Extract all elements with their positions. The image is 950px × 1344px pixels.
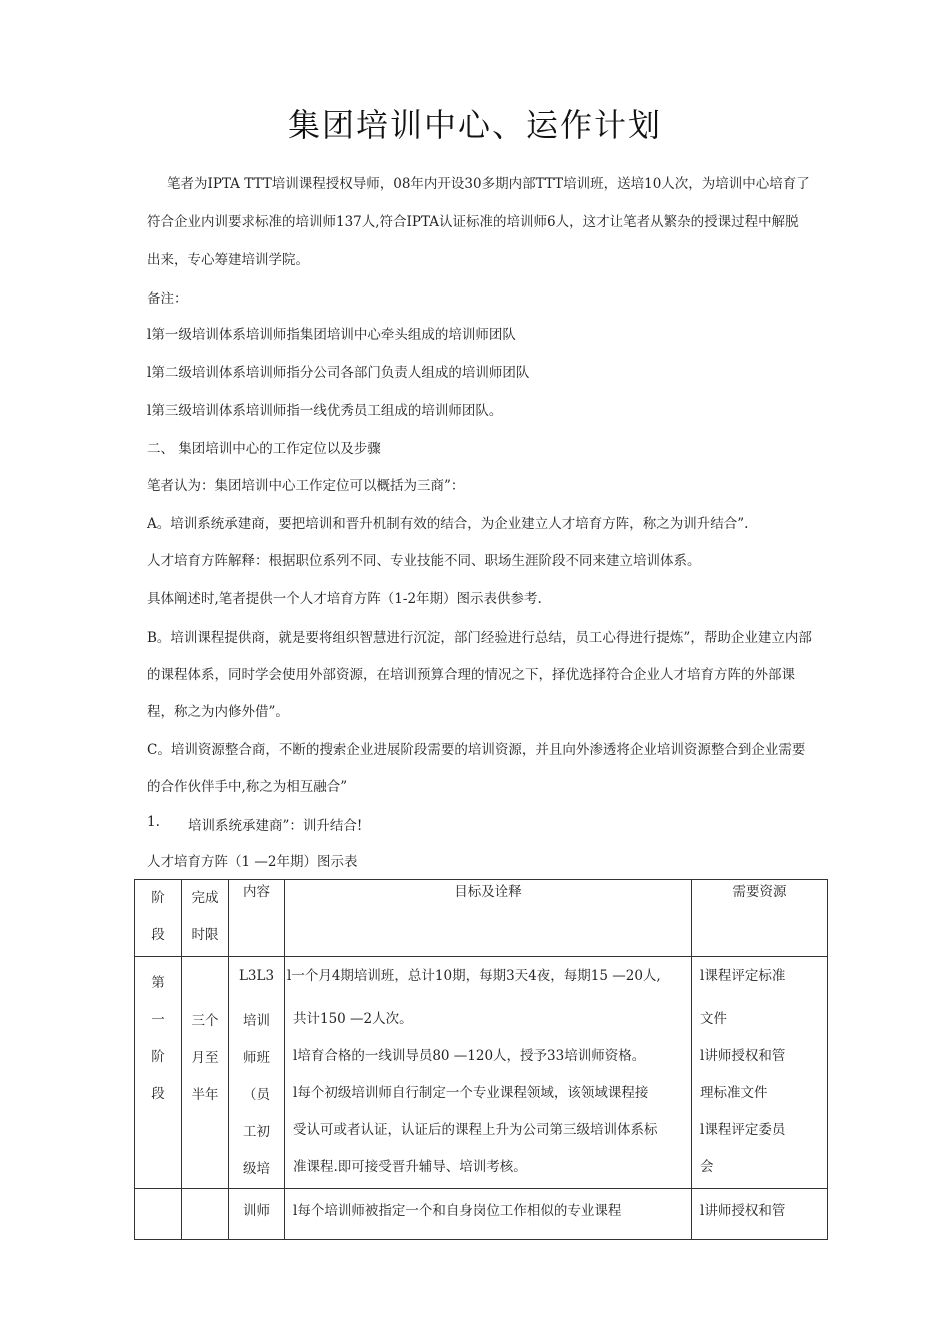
content-text: 工初 [243,1124,270,1140]
content-text: 级培 [243,1161,270,1177]
table-row [135,1189,828,1240]
resource-cell [692,1189,828,1240]
paragraph-line: 笔者为IPTA TTT培训课程授权导师，08年内开设30多期内部TTT培训班，送培10人次，为培训中心培育了 [167,176,810,192]
stage-char: 一 [151,1012,165,1028]
note-label: 备注： [147,291,188,307]
header-content: 内容 [229,880,285,957]
point-b-line: 的课程体系，同时学会使用外部资源，在培训预算合理的情况之下，择优选择符合企业人才培育方阵的外部课 [147,667,795,683]
subsection-number: 1. [147,814,160,830]
deadline-cell [182,1189,229,1240]
subsection-heading: 培训系统承建商”：训升结合! [188,818,363,834]
resource-text: 文件 [700,1011,727,1027]
goal-text: 受认可或者认证，认证后的课程上升为公司第三级培训体系标 [293,1122,658,1138]
point-b-line: B。培训课程提供商，就是要将组织智慧进行沉淀，部门经验进行总结，员工心得进行提炼”，帮助企业建立内部 [147,630,812,646]
resource-text: l讲师授权和管 [700,1203,786,1219]
deadline-text: 三个 [191,1013,219,1029]
header-stage [135,880,182,957]
goal-text: l培育合格的一线训导员80 —120人，授予33培训师资格。 [293,1048,646,1064]
section-heading: 二、 集团培训中心的工作定位以及步骤 [147,441,381,457]
table-row [135,957,828,1189]
paragraph-line: 出来，专心筹建培训学院。 [147,252,309,268]
stage-cell [135,957,182,1189]
content-text: 训师 [243,1203,270,1219]
note-item: l第二级培训体系培训师指分公司各部门负责人组成的培训师团队 [147,365,530,381]
content-cell [229,1189,285,1240]
stage-char: 段 [151,1086,165,1102]
goal-text: l一个月4期培训班，总计10期，每期3天4夜，每期15 —20人, [287,968,661,984]
stage-char: 第 [151,975,165,991]
table-header-row [135,880,828,957]
point-c-line: C。培训资源整合商，不断的搜索企业进展阶段需要的培训资源，并且向外渗透将企业培训资源整合到企业需要 [147,742,806,758]
resource-text: l课程评定委员 [700,1122,786,1138]
goal-text: 准课程.即可接受晋升辅导、培训考核。 [293,1159,527,1175]
content-text: L3L3 [238,968,275,984]
goal-cell [285,1189,692,1240]
deadline-text: 半年 [191,1087,219,1103]
document-title: 集团培训中心、运作计划 [287,106,662,144]
point-b-line: 程，称之为内修外借”。 [147,704,289,720]
goal-cell [285,957,692,1189]
resource-text: 理标准文件 [700,1085,768,1101]
resource-text: l讲师授权和管 [700,1048,786,1064]
header-text: 完成 [191,890,219,906]
talent-matrix-table [134,879,828,1240]
table-caption: 人才培育方阵（1 —2年期）图示表 [147,854,358,870]
resource-text: 会 [700,1159,714,1175]
paragraph-line: 具体阐述时,笔者提供一个人才培育方阵（1-2年期）图示表供参考. [147,591,542,607]
content-cell [229,957,285,1189]
paragraph-line: 符合企业内训要求标准的培训师137人,符合IPTA认证标准的培训师6人，这才让笔者从繁杂的授课过程中解脱 [147,214,799,230]
content-text: 师班 [243,1050,270,1066]
paragraph-line: 人才培育方阵解释：根据职位系列不同、专业技能不同、职场生涯阶段不同来建立培训体系。 [147,553,701,569]
resource-text: l课程评定标准 [700,968,786,984]
header-goal: 目标及诠释 [285,880,692,957]
goal-text: 共计150 —2人次。 [293,1011,413,1027]
point-c-line: 的合作伙伴手中,称之为相互融合” [147,779,348,795]
header-text: 时限 [191,927,219,943]
paragraph-line: 笔者认为：集团培训中心工作定位可以概括为三商”： [147,478,465,494]
header-text: 阶 [151,890,165,906]
deadline-cell [182,957,229,1189]
content-text: （员 [243,1087,270,1103]
header-deadline [182,880,229,957]
resource-cell [692,957,828,1189]
content-text: 培训 [243,1013,270,1029]
stage-char: 阶 [151,1049,165,1065]
point-a: A。培训系统承建商，要把培训和晋升机制有效的结合，为企业建立人才培育方阵，称之为训升结合”. [147,516,749,532]
header-resource: 需要资源 [692,880,828,957]
note-item: l第一级培训体系培训师指集团培训中心牵头组成的培训师团队 [147,327,516,343]
deadline-text: 月至 [191,1050,219,1066]
goal-text: l每个初级培训师自行制定一个专业课程领域，该领域课程接 [293,1085,649,1101]
header-text: 段 [151,927,165,943]
goal-text: l每个培训师被指定一个和自身岗位工作相似的专业课程 [293,1203,622,1219]
stage-cell [135,1189,182,1240]
note-item: l第三级培训体系培训师指一线优秀员工组成的培训师团队。 [147,403,503,419]
